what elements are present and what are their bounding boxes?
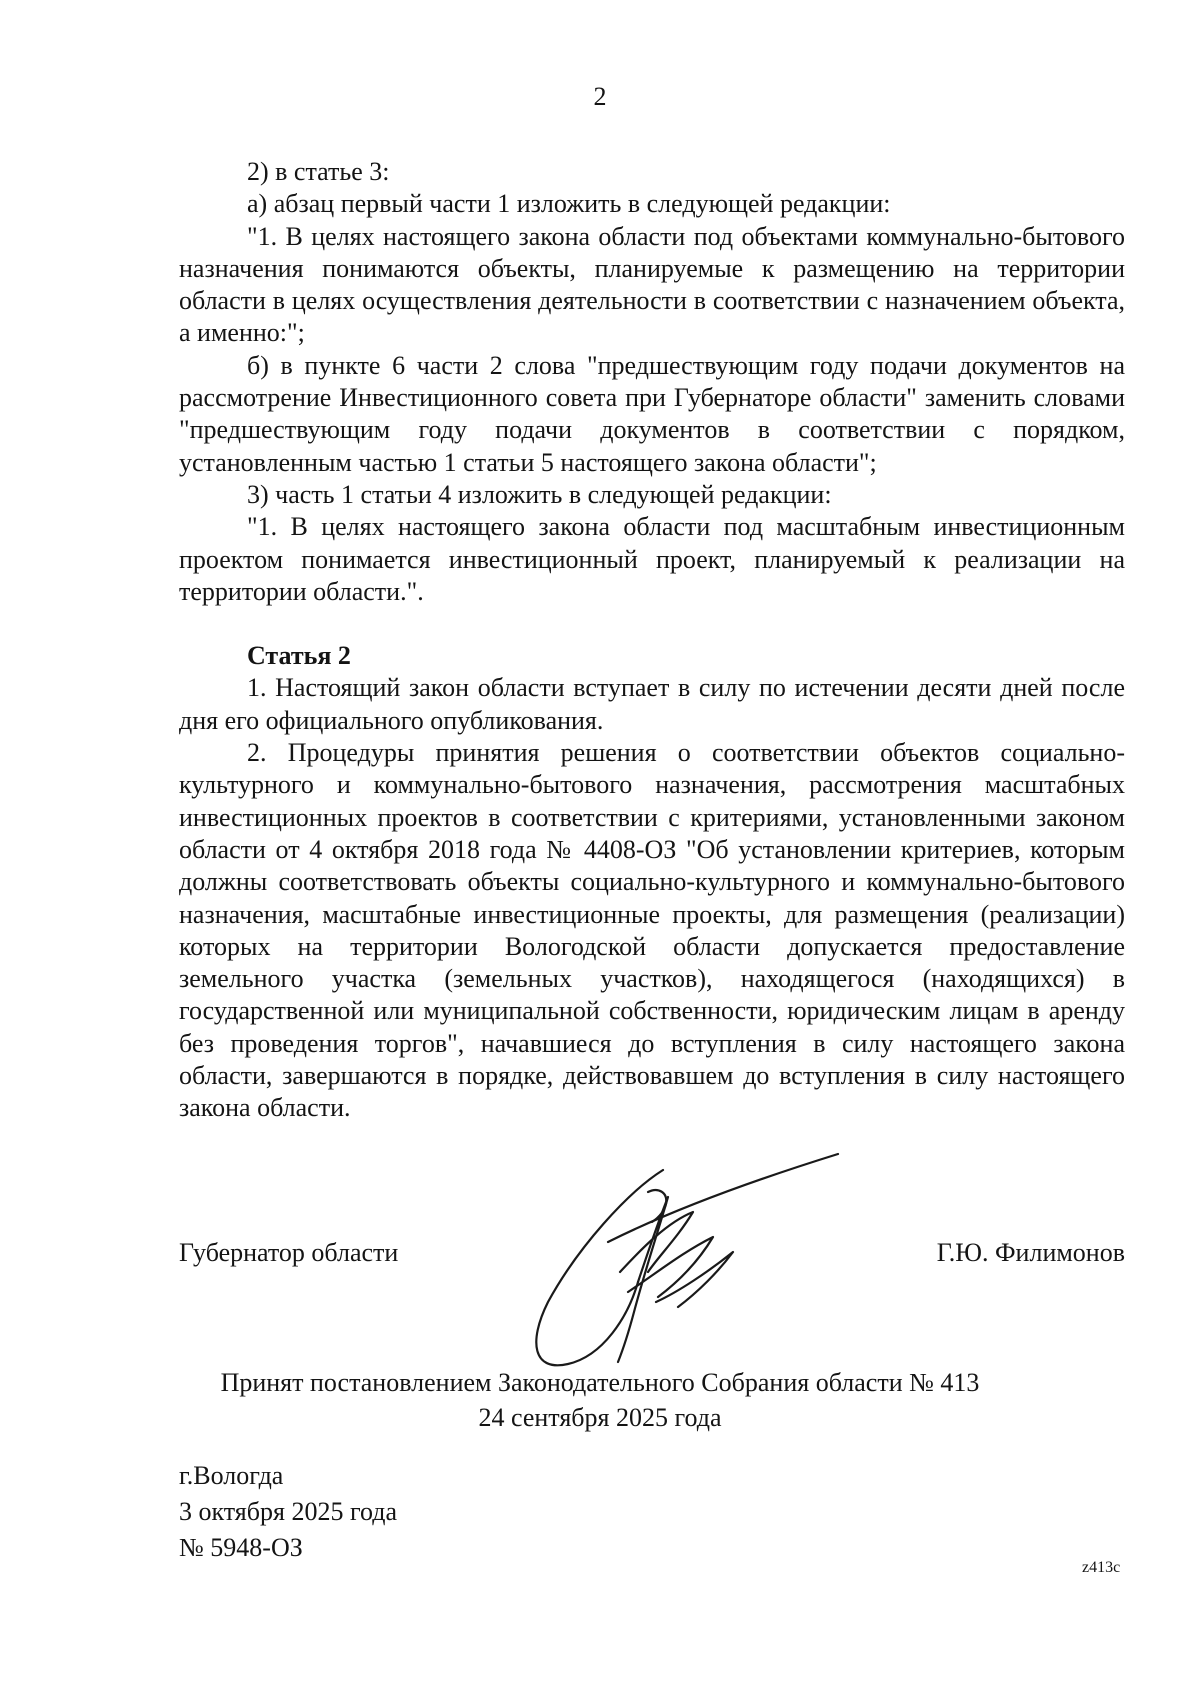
paragraph: б) в пункте 6 части 2 слова "предшествующим году подачи документов на рассмотрение Инвестиционного совета при Губернаторе области" заменить словами "предшествующим году подачи документов в соответствии с порядком, установленным частью 1 статьи 5 настоящего закона области"; xyxy=(179,350,1125,477)
paragraph: 1. Настоящий закон области вступает в силу по истечении десяти дней после дня его официального опубликования. xyxy=(179,673,1125,735)
document-code: z413c xyxy=(1082,1559,1121,1576)
document-body xyxy=(179,156,1125,1125)
signature-block xyxy=(179,1236,1125,1270)
paragraph: "1. В целях настоящего закона области под масштабным инвестиционным проектом понимается инвестиционный проект, планируемый к реализации на территории области.". xyxy=(179,512,1125,606)
footer-date: 3 октября 2025 года xyxy=(179,1497,397,1526)
paragraph: "1. В целях настоящего закона области под объектами коммунально-бытового назначения понимаются объекты, планируемые к размещению на территории области в целях осуществления деятельности в соответствии с назначением объекта, а именно:"; xyxy=(179,221,1125,348)
paragraph: 3) часть 1 статьи 4 изложить в следующей редакции: xyxy=(247,479,832,509)
paragraph: 2. Процедуры принятия решения о соответствии объектов социально-культурного и коммунально-бытового назначения, рассмотрения масштабных инвестиционных проектов в соответствии с критериями, установленными законом области от 4 октября 2018 года № 4408-ОЗ "Об установлении критериев, которым должны соответствовать объекты социально-культурного и коммунально-бытового назначения, масштабные инвестиционные проекты, для размещения (реализации) которых на территории Вологодской области допускается предоставление земельного участка (земельных участков), находящегося (находящихся) в государственной или муниципальной собственности, юридическим лицам в аренду без проведения торгов", начавшиеся до вступления в силу настоящего закона области, завершаются в порядке, действовавшем до вступления в силу настоящего закона области. xyxy=(179,738,1125,1123)
footer-city: г.Вологда xyxy=(179,1461,284,1490)
footer-number: № 5948-ОЗ xyxy=(179,1533,303,1562)
adoption-note xyxy=(0,1365,1200,1435)
adoption-line-2: 24 сентября 2025 года xyxy=(478,1403,722,1432)
document-footer xyxy=(179,1458,397,1566)
page-number: 2 xyxy=(593,82,607,111)
signatory-title: Губернатор области xyxy=(179,1238,399,1267)
paragraph: а) абзац первый части 1 изложить в следующей редакции: xyxy=(247,189,891,219)
signatory-name: Г.Ю. Филимонов xyxy=(936,1238,1125,1267)
adoption-line-1: Принят постановлением Законодательного Собрания области № 413 xyxy=(220,1368,980,1397)
article-heading: Статья 2 xyxy=(247,641,351,671)
paragraph: 2) в статье 3: xyxy=(247,157,390,186)
